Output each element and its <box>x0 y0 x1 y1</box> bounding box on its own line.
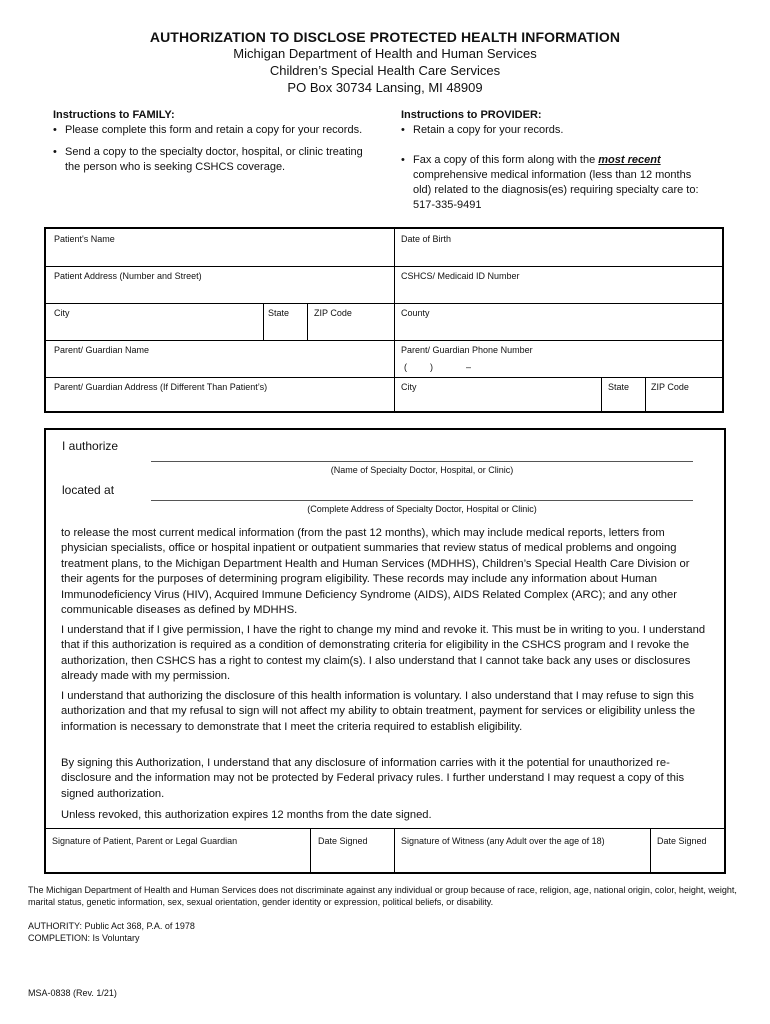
guardian-city-field[interactable]: City <box>401 382 417 392</box>
family-instruction-1: • Please complete this form and retain a copy for your records. <box>53 123 373 138</box>
guardian-state-field[interactable]: State <box>608 382 630 392</box>
guardian-phone-field[interactable]: Parent/ Guardian Phone Number <box>401 345 533 355</box>
guardian-zip-field[interactable]: ZIP Code <box>651 382 689 392</box>
release-paragraph: to release the most current medical information (from the past 12 months), which may include medical reports, letters from physician specialists, office or hospital inpatient or outpatient summaries that review status of medical problems and ongoing treatment plans, to the Michigan Department Health and Human Services (MDHHS), Children’s Special Health Care Division or their agents for the purposes of determining program eligibility. These records may include any information about Human Immunodeficiency Virus (HIV), Acquired Immune Deficiency Syndrome (AIDS), AIDS Related Complex (ARC); and any other communicable diseases as defined by MDHHS. <box>61 527 690 617</box>
agency-address: PO Box 30734 Lansing, MI 48909 <box>287 80 483 95</box>
family-instructions <box>53 108 373 175</box>
provider-instruction-2: • Fax a copy of this form along with the most recent comprehensive medical information (less than 12 months old) related to the diagnosis(es) requiring specialty care to: 517-335-9491 <box>401 153 711 213</box>
revoke-paragraph: I understand that if I give permission, I have the right to change my mind and revoke it. This must be in writing to you. I understand that if this authorization is required as a condition of demonstrating criteria for eligibility in the CSHCS program and I revoke the authorization, then CSHCS has a right to contest my claim(s). I also understand that I cannot take back any uses or disclosures already made with my permission. <box>61 624 706 683</box>
county-field[interactable]: County <box>401 308 430 318</box>
state-field[interactable]: State <box>268 308 290 318</box>
provider-instruction-1: • Retain a copy for your records. <box>401 123 711 138</box>
doctor-name-caption: (Name of Specialty Doctor, Hospital, or Clinic) <box>330 465 514 475</box>
city-field[interactable]: City <box>54 308 70 318</box>
date-of-birth-field[interactable]: Date of Birth <box>401 234 452 244</box>
completion-line: COMPLETION: Is Voluntary <box>28 933 140 943</box>
phone-paren-close: ) <box>430 362 433 372</box>
family-instructions-heading: Instructions to FAMILY: <box>53 109 175 121</box>
provider-instructions-heading: Instructions to PROVIDER: <box>401 109 542 121</box>
patient-name-field[interactable]: Patient's Name <box>54 234 115 244</box>
witness-signature-field[interactable]: Signature of Witness (any Adult over the age of 18) <box>401 836 605 846</box>
guardian-address-field[interactable]: Parent/ Guardian Address (If Different Than Patient’s) <box>54 382 268 392</box>
i-authorize-label: I authorize <box>62 439 119 453</box>
form-number: MSA-0838 (Rev. 1/21) <box>28 988 117 998</box>
date-signed-field-2[interactable]: Date Signed <box>657 836 707 846</box>
family-instruction-2: • Send a copy to the specialty doctor, hospital, or clinic treating the person who is seeking CSHCS coverage. <box>53 145 373 175</box>
zip-field[interactable]: ZIP Code <box>314 308 352 318</box>
guardian-name-field[interactable]: Parent/ Guardian Name <box>54 345 150 355</box>
form-title: AUTHORIZATION TO DISCLOSE PROTECTED HEALTH INFORMATION <box>149 29 621 45</box>
agency-name: Michigan Department of Health and Human Services <box>233 46 537 61</box>
located-at-label: located at <box>62 483 115 497</box>
patient-address-field[interactable]: Patient Address (Number and Street) <box>54 271 202 281</box>
doctor-name-line[interactable] <box>151 461 693 462</box>
expiration-paragraph: Unless revoked, this authorization expires 12 months from the date signed. <box>61 809 432 821</box>
doctor-address-caption: (Complete Address of Specialty Doctor, Hospital or Clinic) <box>307 504 537 514</box>
patient-signature-field[interactable]: Signature of Patient, Parent or Legal Guardian <box>52 836 238 846</box>
medicaid-id-field[interactable]: CSHCS/ Medicaid ID Number <box>401 271 520 281</box>
phone-dash: – <box>466 362 472 372</box>
division-name: Children’s Special Health Care Services <box>269 63 501 78</box>
date-signed-field-1[interactable]: Date Signed <box>318 836 368 846</box>
most-recent-emphasis: most recent <box>598 154 661 166</box>
voluntary-paragraph: I understand that authorizing the disclosure of this health information is voluntary. I also understand that I may refuse to sign this authorization and that my refusal to sign will not affect my ability to obtain treatment, payment for services or eligibility unless the information is necessary to demonstrate that I meet the criteria required to establish eligibility. <box>61 690 696 733</box>
doctor-address-line[interactable] <box>151 500 693 501</box>
provider-instructions <box>401 108 711 213</box>
nondiscrimination-notice: The Michigan Department of Health and Human Services does not discriminate against any individual or group because of race, religion, age, national origin, color, height, weight, marital status, genetic information, sex, sexual orientation, gender identity or expression, political beliefs, or disability. <box>28 885 737 907</box>
patient-info-grid <box>44 227 724 413</box>
authority-line: AUTHORITY: Public Act 368, P.A. of 1978 <box>28 921 195 931</box>
redisclosure-paragraph: By signing this Authorization, I understand that any disclosure of information carries with it the potential for unauthorized re-disclosure and the information may not be protected by Federal privacy rules. I further understand I may request a copy of this signed authorization. <box>61 757 685 800</box>
phone-paren-open: ( <box>404 362 407 372</box>
